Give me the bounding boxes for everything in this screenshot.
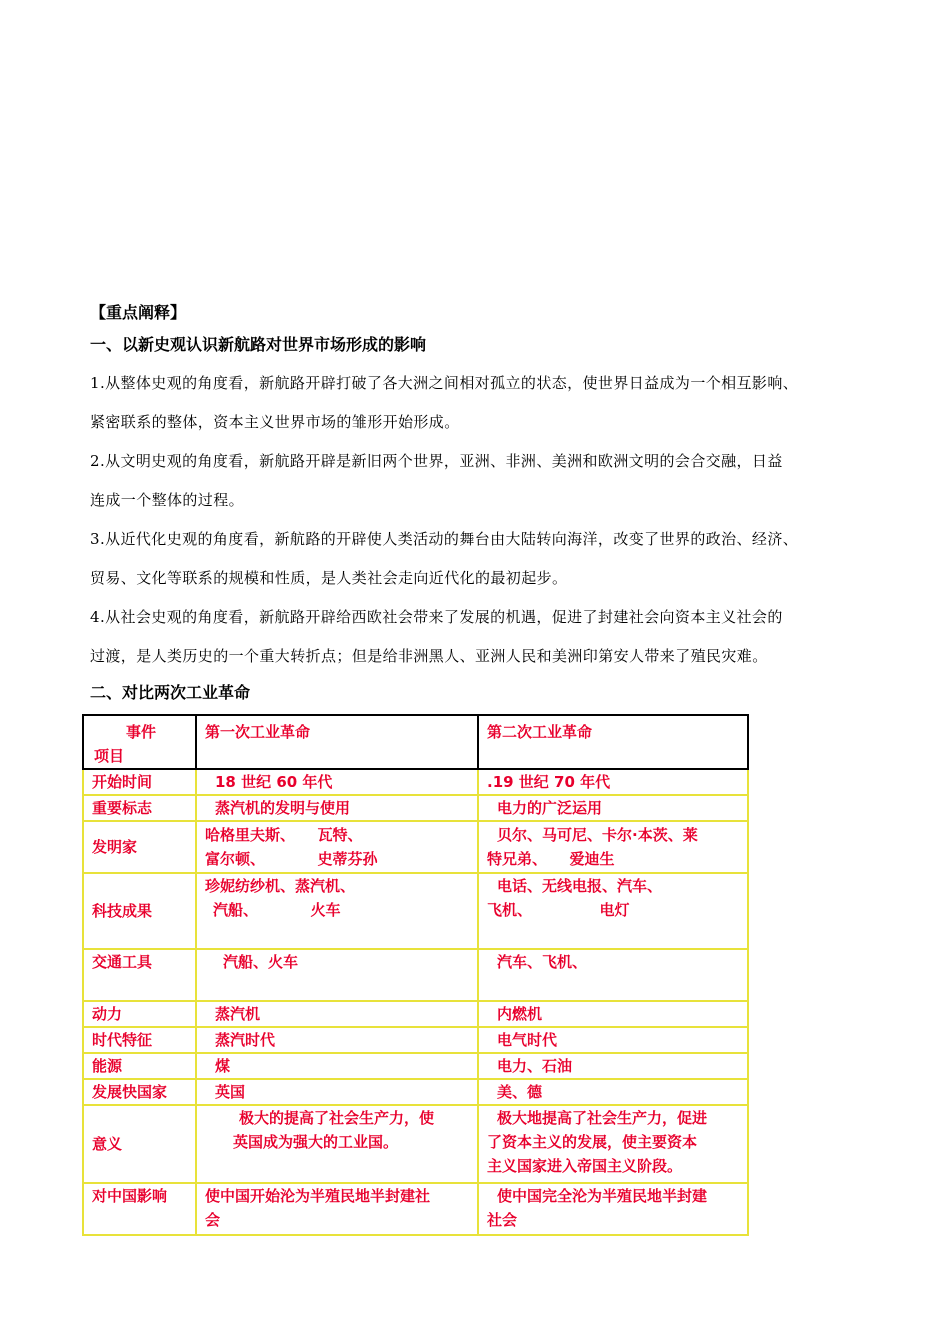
row-label: 重要标志 [83,795,196,821]
section-1-title: 一、以新史观认识新航路对世界市场形成的影响 [90,335,427,354]
cell-first: 汽船、火车 [223,953,299,971]
cell-first: 18 世纪 60 年代 [215,773,333,791]
cell-second: 汽车、飞机、 [497,953,588,971]
row-label: 开始时间 [83,769,196,795]
cell-first-line: 汽船、 火车 [213,901,341,919]
comparison-table-wrapper [82,714,749,1236]
table-row [83,769,748,795]
cell-second-line: 使中国完全沦为半殖民地半封建 [497,1187,708,1205]
paragraph-1 [90,364,870,442]
section-2-title: 二、对比两次工业革命 [90,683,251,702]
paragraph-3 [90,520,870,598]
cell-second-line: 特兄弟、 爱迪生 [487,850,615,868]
industrial-revolution-comparison-table [82,714,749,1236]
row-label: 能源 [83,1053,196,1079]
cell-second: 美、德 [497,1083,543,1101]
document-body [90,300,870,712]
cell-first: 蒸汽时代 [215,1031,276,1049]
table-row [83,821,748,873]
cell-first-line: 哈格里夫斯、 瓦特、 [205,826,363,844]
cell-second: .19 世纪 70 年代 [487,773,611,791]
row-label: 时代特征 [83,1027,196,1053]
row-label: 交通工具 [83,949,196,1001]
paragraph-2 [90,442,870,520]
row-label: 发明家 [83,821,196,873]
paragraph-line: 2.从文明史观的角度看，新航路开辟是新旧两个世界，亚洲、非洲、美洲和欧洲文明的会合交融，日益 [90,452,783,470]
row-label: 科技成果 [83,873,196,949]
cell-second-line: 贝尔、马可尼、卡尔·本茨、莱 [497,826,698,844]
table-row [83,949,748,1001]
table-row [83,1001,748,1027]
cell-second: 电气时代 [497,1031,558,1049]
cell-first: 煤 [215,1057,231,1075]
cell-first: 英国 [215,1083,246,1101]
key-points-heading: 【重点阐释】 [90,303,187,322]
cell-second-line: 主义国家进入帝国主义阶段。 [487,1157,683,1175]
cell-first: 蒸汽机的发明与使用 [215,799,351,817]
paragraph-line: 贸易、文化等联系的规模和性质，是人类社会走向近代化的最初起步。 [90,569,568,587]
table-row [83,873,748,949]
cell-second: 电力的广泛运用 [497,799,603,817]
paragraph-4 [90,598,870,676]
header-first-revolution: 第一次工业革命 [196,715,478,769]
cell-second-line: 社会 [487,1211,518,1229]
cell-first-line: 富尔顿、 史蒂芬孙 [205,850,378,868]
row-label: 发展快国家 [83,1079,196,1105]
cell-second: 电力、石油 [497,1057,573,1075]
paragraph-line: 紧密联系的整体，资本主义世界市场的雏形开始形成。 [90,413,460,431]
cell-first-line: 使中国开始沦为半殖民地半封建社 [205,1187,431,1205]
table-header-row [83,715,748,769]
paragraph-line: 4.从社会史观的角度看，新航路开辟给西欧社会带来了发展的机遇，促进了封建社会向资本主义社会的 [90,608,783,626]
cell-second: 内燃机 [497,1005,543,1023]
table-row [83,795,748,821]
row-label: 对中国影响 [83,1183,196,1235]
header-corner-cell [83,715,196,769]
row-label: 意义 [83,1105,196,1183]
cell-first-line: 会 [205,1211,221,1229]
table-row [83,1053,748,1079]
header-event-label: 事件 [126,723,157,741]
table-row [83,1027,748,1053]
header-item-label: 项目 [94,747,125,765]
cell-second-line: 电话、无线电报、汽车、 [497,877,663,895]
paragraph-line: 连成一个整体的过程。 [90,491,245,509]
cell-second-line: 飞机、 电灯 [487,901,630,919]
header-second-revolution: 第二次工业革命 [478,715,748,769]
cell-second-line: 极大地提高了社会生产力，促进 [497,1109,708,1127]
cell-second-line: 了资本主义的发展，使主要资本 [487,1133,698,1151]
cell-first-line: 珍妮纺纱机、蒸汽机、 [205,877,356,895]
paragraph-line: 3.从近代化史观的角度看，新航路的开辟使人类活动的舞台由大陆转向海洋，改变了世界的政治、经济、 [90,530,799,548]
paragraph-line: 过渡，是人类历史的一个重大转折点；但是给非洲黑人、亚洲人民和美洲印第安人带来了殖民灾难。 [90,647,768,665]
row-label: 动力 [83,1001,196,1027]
cell-first: 蒸汽机 [215,1005,261,1023]
cell-first-line: 英国成为强大的工业国。 [233,1133,399,1151]
paragraph-line: 1.从整体史观的角度看，新航路开辟打破了各大洲之间相对孤立的状态，使世界日益成为一个相互影响、 [90,374,799,392]
cell-first-line: 极大的提高了社会生产力，使 [239,1109,435,1127]
table-row [83,1183,748,1235]
table-row [83,1105,748,1183]
table-row [83,1079,748,1105]
